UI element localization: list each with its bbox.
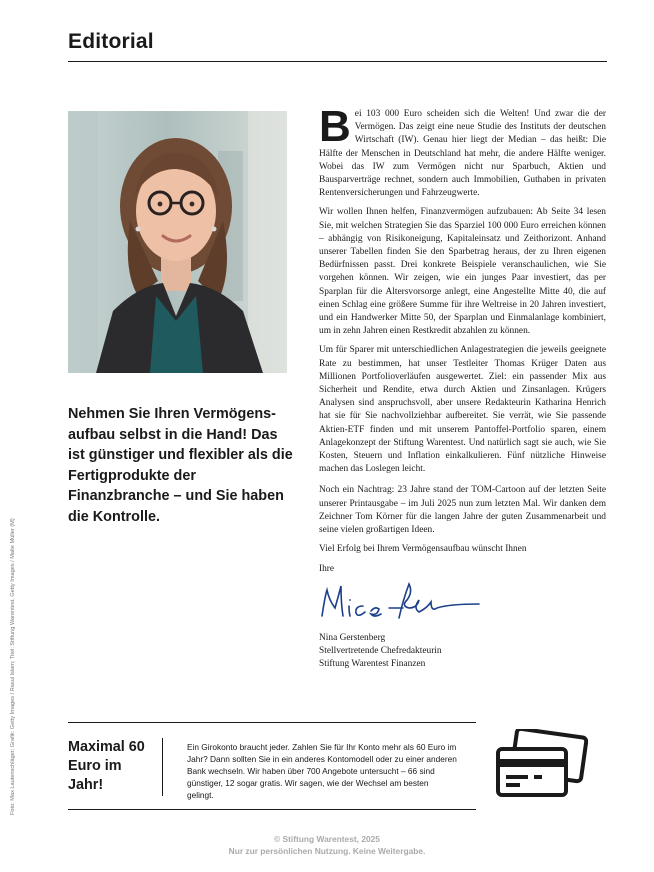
editorial-body [319,102,606,671]
pull-quote: Nehmen Sie Ihren Vermögensaufbau selbst in die Hand! Das ist günstiger und flexibler als die Fertigprodukte der Finanzbranche – und Sie haben die Kontrolle. [68,406,293,525]
paragraph-intro [319,102,606,200]
signature-block [319,563,606,671]
author-portrait [68,111,287,373]
salutation: Ihre [319,563,335,574]
paragraph-postscript: Noch ein Nachtrag: 23 Jahre stand der TOM-Cartoon auf der letzten Seite unserer Printausgabe – im Juli 2025 nun zum letzten Mal. Wir danken dem Zeichner Tom Körner für die langen Jahre der guten Zusammenarbeit und seine vielen großartigen Ideen. [319,485,606,536]
author-name: Nina Gerstenberg [319,632,386,643]
infobox-bottom-rule [68,809,476,810]
photo-credit: Foto: Max Lautenschläger; Grafik: Getty Images / Rasul Islam; Titel: Stiftung Warentest, Getty Images / Malte Müller (M) [10,518,16,815]
usage-notice: Nur zur persönlichen Nutzung. Keine Weitergabe. [228,845,426,856]
paragraph-intro-text: ei 103 000 Euro scheiden sich die Welten! Und zwar die der Vermögen. Das zeigt eine neue Studie des Instituts der deutschen Wirtschaft (IW). Genau hier liegt der Median – das heißt: Die Hälfte der Menschen in Deutschland hat mehr, die andere Hälfte weniger. Wobei das IW zum Vermögen nicht nur Sparbuch, Aktien und Bausparverträge rechnet, sondern auch Immobilien, Guthaben in privaten Rentenversicherungen und Fahrzeugwerte. [319,109,606,199]
handwritten-signature [319,578,484,626]
section-title: Editorial [68,30,154,53]
copyright-line: © Stiftung Warentest, 2025 [274,834,380,844]
copyright-footer [0,834,654,857]
drop-cap: B [319,102,351,151]
author-role: Stellvertretende Chefredakteurin [319,645,442,656]
title-divider [68,61,607,62]
paragraph-strategy: Wir wollen Ihnen helfen, Finanzvermögen aufzubauen: Ab Seite 34 lesen Sie, mit welchen Strategien Sie das Sparziel 100 000 Euro erreichen können – abhängig von Risikoneigung, Kapitaleinsatz und Zeithorizont. Anhand unserer Tabellen finden Sie den Sparbetrag heraus, der zu Ihren eigenen Bedürfnissen passt. Drei konkrete Beispiele veranschaulichen, wie Sie vorgehen können. Wir zeigen, wie ein junges Paar investiert, das per Sparplan für die Altersvorsorge anlegt, eine Angestellte Mitte 40, die auf einen Schlag eine größere Summe für ihre Weltreise in 20 Jahren investiert, und ein Handwerker Mitte 50, der Sparplan und Einmalanlage kombiniert, um in zehn Jahren einen Restkredit abzahlen zu können. [319,207,606,337]
paragraph-analysis: Um für Sparer mit unterschiedlichen Anlagestrategien die jeweils geeignete Rate zu bestimmen, hat unser Testleiter Thomas Krüger Daten aus Millionen Portfolioverläufen ausgewertet. Ziel: ein passender Mix aus Sicherheit und Rendite, etwa durch Aktien und Zinsanlagen. Krügers Analysen sind anspruchsvoll, aber unsere Redakteurin Katharina Henrich hat sie für Sie nachvollziehbar aufbereitet. Sie verrät, wie Sie passende Aktien-ETF finden und mit unserem Pantoffel-Portfolio sparen, einem Anlagekonzept der Stiftung Warentest. Und natürlich sagt sie auch, wie Sie Kosten, Steuern und Inflation einkalkulieren. Fünf nützliche Hinweise machen das Loslegen leicht. [319,345,606,475]
infobox-divider [162,738,163,796]
closing-line: Viel Erfolg bei Ihrem Vermögensaufbau wünscht Ihnen [319,544,527,555]
infobox-title: Maximal 60 Euro im Jahr! [68,739,145,793]
author-organization: Stiftung Warentest Finanzen [319,658,426,669]
infobox-top-rule [68,722,476,723]
bank-cards-icon [494,729,588,801]
infobox-text: Ein Girokonto braucht jeder. Zahlen Sie für Ihr Konto mehr als 60 Euro im Jahr? Dann sollten Sie in ein anderes Kontomodell oder zu einer anderen Bank wechseln. Wir haben über 700 Angebote untersucht – 66 sind günstiger, 12 sogar gratis. Wir sagen, wie der Wechsel am besten gelingt. [187,742,457,800]
